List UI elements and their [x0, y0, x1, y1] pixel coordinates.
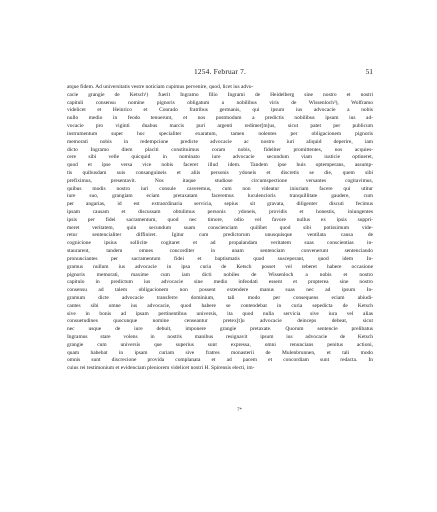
- text-line: retur sentencialiter diffiniret. Igitur cum predictorum unusquisque ventilata causa de: [67, 232, 373, 239]
- text-line: gramum dicte advocacie transferre dominium, tali modo per consequens eciam abiudi-: [67, 294, 373, 301]
- text-line: vocacie pro viginti duabus marcis puri argenti redimer[m]us, sicut patet per publicum: [67, 123, 373, 130]
- text-line: gramus nullum ius advocacie in ipsa curia de Ketsch posset vel teberet habere occasione: [67, 263, 373, 270]
- text-line: capitulo in predictum ius advocacie sine medio infeodati essent et propterea sine nostro: [67, 279, 373, 286]
- text-line: prefiximus, presentavit. Nos itaque studiose circumspectione versantes cogitavimus,: [67, 177, 373, 184]
- page-title: 1254. Februar 7.: [193, 67, 247, 76]
- text-line: cognicione ipsius sollicite cogitaret et ad propalandam veritatem suas conscientias in-: [67, 240, 373, 247]
- text-line: videlicet et Heinrico et Conrado fratribus germanis, qui ipsum ius advocacie a nobis: [67, 107, 373, 114]
- page-number: 51: [365, 67, 373, 76]
- text-line: meret veritatem, quin secundum suam conscienciam quilibet quod sibi potissimum vide-: [67, 224, 373, 231]
- document-body: [67, 84, 373, 373]
- text-line: tis quibusdam suis consanguineis et aliis personis ydoneis et discretis se die, quem sibi: [67, 169, 373, 176]
- text-line: cere sibi velle quicquid in nominato iure advocacie secundum viam iusticie optineret,: [67, 154, 373, 161]
- signature-mark: 7*: [237, 408, 242, 413]
- text-line: omnis sunt discrecione provida complanata et ad pacem et concordiam sunt redacta. In: [67, 357, 373, 364]
- text-line: atque fidem. Ad universitatis vestre noticiam cupimus pervenire, quod, licet ius advo-: [67, 84, 254, 90]
- text-line: pignoris memorati, maxime cum iam dicti nobiles de Wissenloch a nobis et nostro: [67, 271, 373, 278]
- text-line: grangie cum universis que superius sunt expressa, omni renuncians penitus actioni,: [67, 341, 373, 348]
- text-line: cacie grangie de Ketsch¹) fuerit Ingramo filio Ingrami de Heidelberg sine nostro et nostri: [67, 91, 373, 98]
- text-line: cantes sibi omne ius advocacie, quod habere se contendebat in curia sepedicta de Ketsch: [67, 302, 373, 309]
- text-line: ipsam causam et discussam obtulimus personis ydoneis, providis et honestis, iniungentes: [67, 209, 373, 215]
- text-line: iure suo, grangiam eciam pretaxatam faceremus luculencioris tranquillitate gaudere, cum: [67, 193, 373, 200]
- text-line: dicto Ingramo diem placiti constituimus coram nobis, fideliter promittentes, nos acquies-: [67, 146, 373, 153]
- text-line: consuetudines quocunque nomine censeantur pretex[t]u advocacie deinceps debeat, sicut: [67, 318, 373, 325]
- page-header: [67, 67, 373, 77]
- text-line: per angarias, id est extraordinaria servicia, sepius sit gravata, diligenter discuti fecimus: [67, 201, 373, 208]
- text-line: quibus modis nostro iuri consule caveremus, cum non videatur iniuriam facere qui utitur: [67, 185, 373, 192]
- text-line: Ingramus stare volens in nostris manibus resignavit ipsum ius advocacie de Ketsch: [67, 334, 373, 340]
- text-line: ipsis per fidei sacramentum, quod nec timore, odio vel favore nullus ex ipsis suppri-: [67, 216, 373, 223]
- text-line: instrumentum super hoc specialiter exaratum, tamen nolentes per obligacionem pignoris: [67, 130, 373, 137]
- text-line: pronunciantes per sacramentum fidei et baptismatis quod susceperant, quod idem In-: [67, 255, 373, 262]
- text-line: cuius rei testimonium et evidenciam pleniorem videlicet nostri H. Spirensis electi, im-: [67, 365, 255, 372]
- text-line: quam habebat in ipsam curiam sive fratres monasterii de Mulenbrunnen, et tali modo: [67, 349, 373, 356]
- text-line: consensu ad talem obligacionem non possent extendere manus suas nec ad ipsum In-: [67, 287, 373, 294]
- text-line: nec usque de iure debuit, imponere grangie pretaxate. Quorum sentencie prelibatus: [67, 326, 373, 333]
- text-line: capituli consensu nomine pignoris obligatum a nobilibus viris de Wissenloch²), Wolframo: [67, 99, 373, 106]
- text-line: nullo medio in feodo tenuerunt, et nos postmodum a predictis nobilibus ipsum ius ad-: [67, 115, 373, 122]
- text-line: quod et ipse versa vice nobis faceret illud idem. Tandem ipse huis optemperans, assump-: [67, 162, 373, 169]
- text-line: staurarent, tandem omnes concorditer in unam sentenciam convenerunt sentenciando: [67, 248, 373, 255]
- text-line: sive in bonis ad ipsam pertinentibus universis, ita quod nulla servicia sive iura vel alias: [67, 310, 373, 317]
- text-line: memorati nobis in redempcione predicte advocacie ac nostro iuri aliquid deperire, iam: [67, 138, 373, 145]
